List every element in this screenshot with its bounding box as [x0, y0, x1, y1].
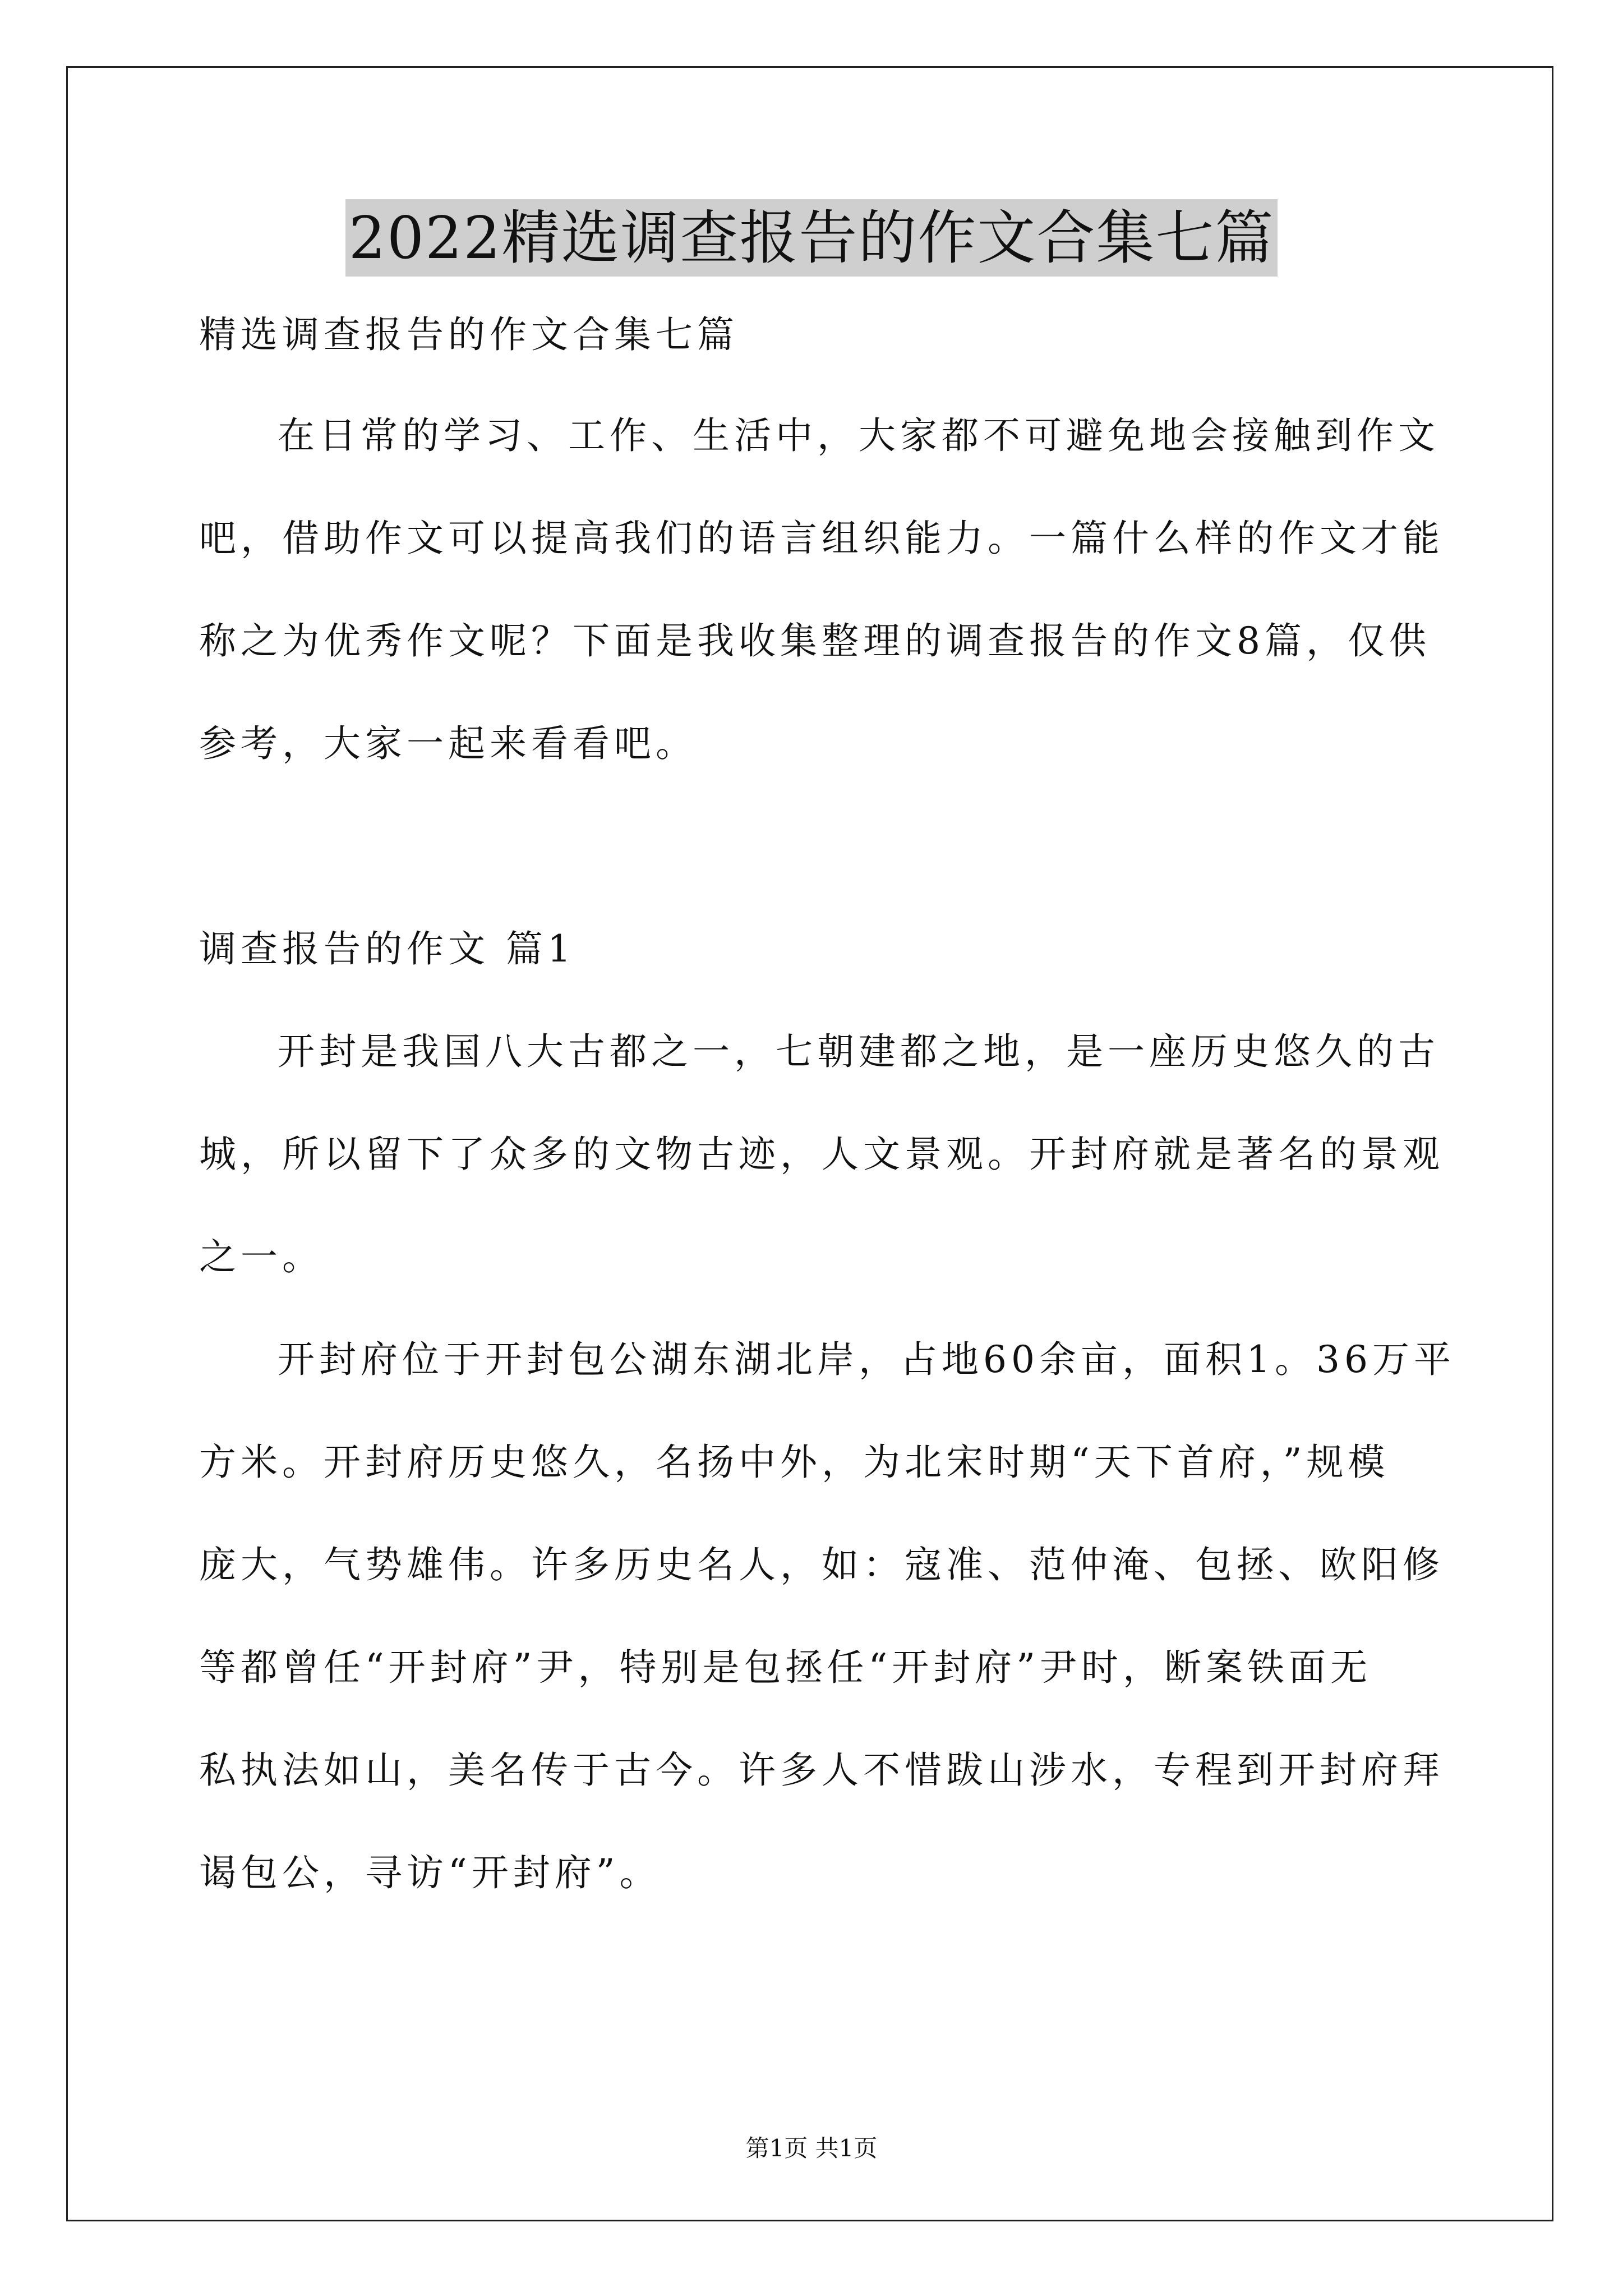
paragraph-line: 谒包公，寻访“开封府”。 [199, 1851, 661, 1894]
title-container [0, 199, 1623, 277]
intro-line: 称之为优秀作文呢？下面是我收集整理的调查报告的作文8篇，仅供 [199, 619, 1431, 662]
paragraph-line: 方米。开封府历史悠久，名扬中外，为北宋时期“天下首府，”规模 [199, 1441, 1390, 1484]
intro-line: 参考，大家一起来看看吧。 [199, 722, 697, 765]
paragraph-line: 之一。 [199, 1235, 324, 1278]
intro-line: 吧，借助作文可以提高我们的语言组织能力。一篇什么样的作文才能 [199, 517, 1444, 560]
subtitle-line: 精选调查报告的作文合集七篇 [199, 313, 739, 356]
document-title: 2022精选调查报告的作文合集七篇 [345, 199, 1278, 277]
paragraph-line: 等都曾任“开封府”尹，特别是包拯任“开封府”尹时，断案铁面无 [199, 1646, 1372, 1689]
paragraph-line: 私执法如山，美名传于古今。许多人不惜跋山涉水，专程到开封府拜 [199, 1749, 1444, 1792]
paragraph-line: 开封府位于开封包公湖东湖北岸，占地60余亩，面积1。36万平 [278, 1338, 1455, 1381]
paragraph-line: 庞大，气势雄伟。许多历史名人，如：寇准、范仲淹、包拯、欧阳修 [199, 1543, 1444, 1586]
paragraph-line: 开封是我国八大古都之一，七朝建都之地，是一座历史悠久的古 [278, 1030, 1440, 1073]
intro-line: 在日常的学习、工作、生活中，大家都不可避免地会接触到作文 [278, 414, 1440, 457]
paragraph-line: 城，所以留下了众多的文物古迹，人文景观。开封府就是著名的景观 [199, 1133, 1444, 1176]
page-footer: 第1页 共1页 [745, 2134, 878, 2162]
section-heading: 调查报告的作文 篇1 [199, 927, 575, 970]
